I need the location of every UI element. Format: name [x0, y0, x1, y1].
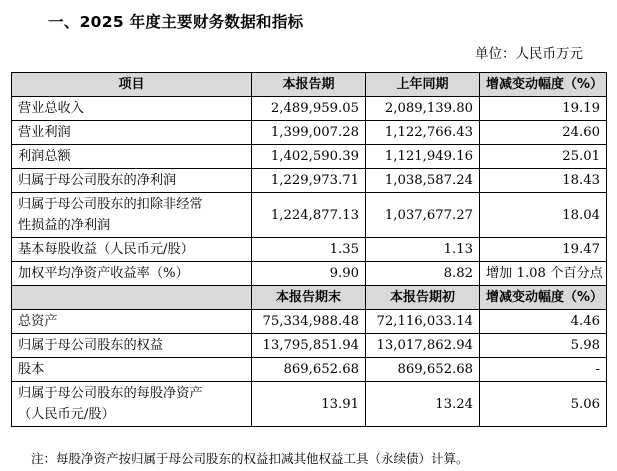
cell-prior: 1,037,677.27 [366, 193, 480, 238]
section-title: 一、2025 年度主要财务数据和指标 [48, 13, 304, 31]
cell-period-start: 869,652.68 [366, 358, 480, 382]
row-label [12, 382, 252, 427]
cell-current: 1,402,590.39 [252, 145, 366, 169]
cell-current: 1,224,877.13 [252, 193, 366, 238]
header-item: 项目 [12, 73, 252, 97]
cell-period-end: 13.91 [252, 382, 366, 427]
header-period-end: 本报告期末 [252, 286, 366, 310]
table-row [12, 121, 607, 145]
row-label: 营业总收入 [12, 97, 252, 121]
row-label: 利润总额 [12, 145, 252, 169]
cell-change: 5.98 [480, 334, 607, 358]
cell-period-start: 72,116,033.14 [366, 310, 480, 334]
row-label: 总资产 [12, 310, 252, 334]
header-period-start: 本报告期初 [366, 286, 480, 310]
table-row [12, 334, 607, 358]
header-blank [12, 286, 252, 310]
cell-prior: 8.82 [366, 262, 480, 286]
cell-period-end: 869,652.68 [252, 358, 366, 382]
cell-prior: 1.13 [366, 238, 480, 262]
cell-prior: 1,122,766.43 [366, 121, 480, 145]
row-label: 基本每股收益（人民币元/股） [12, 238, 252, 262]
table-row [12, 262, 607, 286]
table-subheader-row [12, 286, 607, 310]
cell-change: 18.43 [480, 169, 607, 193]
row-label [12, 193, 252, 238]
cell-current: 1.35 [252, 238, 366, 262]
cell-current: 1,399,007.28 [252, 121, 366, 145]
cell-change: - [480, 358, 607, 382]
row-label-line: （人民币元/股） [18, 407, 115, 422]
cell-current: 1,229,973.71 [252, 169, 366, 193]
header-change: 增减变动幅度（%） [480, 73, 607, 97]
cell-current: 9.90 [252, 262, 366, 286]
row-label: 归属于母公司股东的权益 [12, 334, 252, 358]
row-label-line: 性损益的净利润 [18, 218, 111, 233]
cell-change: 5.06 [480, 382, 607, 427]
header-change: 增减变动幅度（%） [480, 286, 607, 310]
table-row [12, 310, 607, 334]
cell-prior: 2,089,139.80 [366, 97, 480, 121]
cell-change: 24.60 [480, 121, 607, 145]
row-label-line: 归属于母公司股东的扣除非经常 [18, 197, 203, 212]
footnote: 注：每股净资产按归属于母公司股东的权益扣减其他权益工具（永续债）计算。 [31, 451, 469, 466]
row-label-line: 归属于母公司股东的每股净资产 [18, 386, 203, 401]
table-row [12, 382, 607, 427]
table-row [12, 145, 607, 169]
table-row [12, 97, 607, 121]
row-label: 加权平均净资产收益率（%） [12, 262, 252, 286]
table-row [12, 358, 607, 382]
cell-change: 25.01 [480, 145, 607, 169]
cell-prior: 1,121,949.16 [366, 145, 480, 169]
header-current-period: 本报告期 [252, 73, 366, 97]
table-header-row [12, 73, 607, 97]
cell-current: 2,489,959.05 [252, 97, 366, 121]
table-row [12, 169, 607, 193]
cell-period-start: 13,017,862.94 [366, 334, 480, 358]
cell-change: 18.04 [480, 193, 607, 238]
unit-label: 单位：人民币万元 [475, 46, 583, 62]
row-label: 营业利润 [12, 121, 252, 145]
table-row [12, 193, 607, 238]
cell-prior: 1,038,587.24 [366, 169, 480, 193]
row-label: 归属于母公司股东的净利润 [12, 169, 252, 193]
header-prior-period: 上年同期 [366, 73, 480, 97]
cell-change: 4.46 [480, 310, 607, 334]
financial-data-table [11, 72, 607, 427]
cell-change: 19.19 [480, 97, 607, 121]
cell-period-start: 13.24 [366, 382, 480, 427]
cell-change: 增加 1.08 个百分点 [480, 262, 607, 286]
table-row [12, 238, 607, 262]
cell-period-end: 13,795,851.94 [252, 334, 366, 358]
cell-change: 19.47 [480, 238, 607, 262]
cell-period-end: 75,334,988.48 [252, 310, 366, 334]
row-label: 股本 [12, 358, 252, 382]
